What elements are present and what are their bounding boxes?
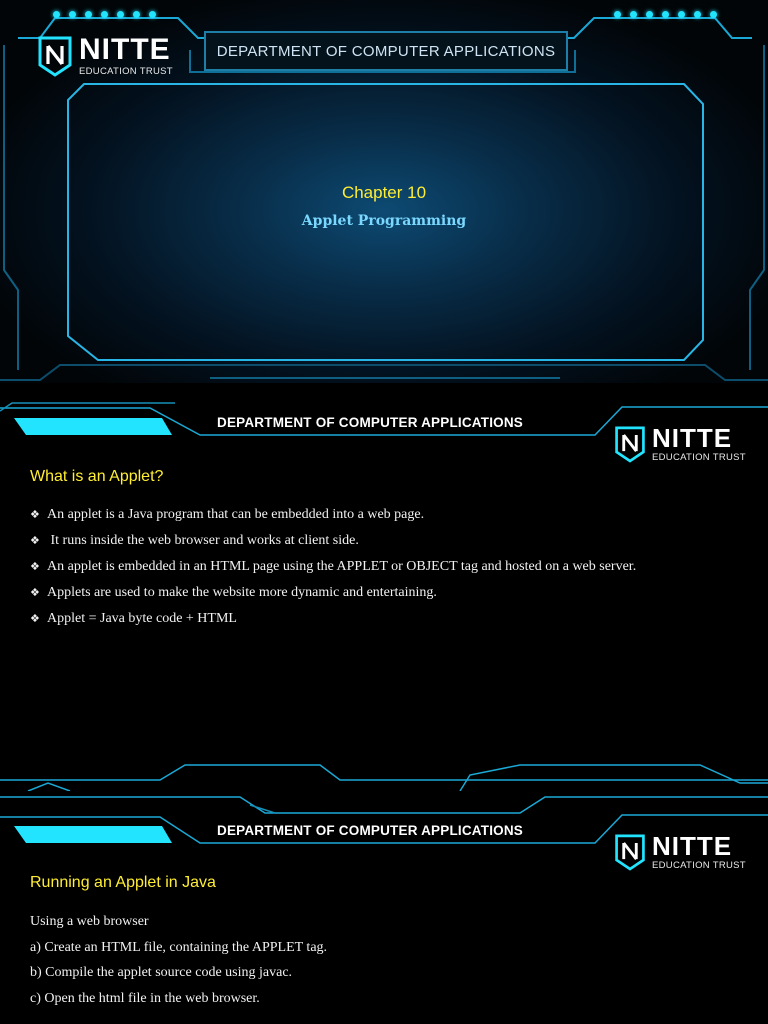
chapter-number: Chapter 10 (341, 183, 427, 202)
logo-name: NITTE (652, 831, 733, 861)
decorative-dots-left (53, 11, 156, 18)
list-item (30, 502, 728, 528)
department-banner: DEPARTMENT OF COMPUTER APPLICATIONS (217, 823, 523, 838)
title-slide (0, 0, 768, 383)
steps-list (30, 909, 728, 1011)
logo-subtitle: EDUCATION TRUST (652, 452, 746, 463)
bullet-text: Applets are used to make the website more dynamic and entertaining. (47, 585, 437, 600)
nitte-emblem-icon (613, 425, 647, 463)
diamond-bullet-icon: ❖ (30, 586, 40, 599)
bullet-text: Applet = Java byte code + HTML (47, 611, 237, 626)
bullet-text: An applet is a Java program that can be embedded into a web page. (47, 507, 425, 522)
logo-subtitle: EDUCATION TRUST (79, 66, 173, 77)
bullet-list (30, 502, 728, 632)
list-item: c) Open the html file in the web browser. (30, 990, 260, 1006)
logo-name: NITTE (79, 33, 171, 66)
nitte-emblem-icon (36, 35, 74, 77)
nitte-logo (36, 35, 173, 77)
logo-subtitle: EDUCATION TRUST (652, 860, 746, 871)
nitte-emblem-icon (613, 833, 647, 871)
list-item (30, 580, 728, 606)
diamond-bullet-icon: ❖ (30, 560, 40, 573)
bullet-text: It runs inside the web browser and works at client side. (47, 533, 359, 548)
decorative-dots-right (614, 11, 717, 18)
list-item: a) Create an HTML file, containing the APPLET tag. (30, 939, 328, 955)
department-banner: DEPARTMENT OF COMPUTER APPLICATIONS (217, 415, 523, 430)
diamond-bullet-icon: ❖ (30, 508, 40, 521)
bullet-text: An applet is embedded in an HTML page using the APPLET or OBJECT tag and hosted on a web server. (47, 559, 637, 574)
diamond-bullet-icon: ❖ (30, 612, 40, 625)
slide-heading: Running an Applet in Java (30, 874, 216, 891)
logo-name: NITTE (652, 423, 733, 453)
list-item (30, 554, 728, 580)
content-slide-what-is-applet (0, 383, 768, 791)
footer-decoration (0, 763, 768, 791)
list-item: b) Compile the applet source code using javac. (30, 965, 293, 980)
diamond-bullet-icon: ❖ (30, 534, 40, 547)
nitte-logo (613, 833, 746, 871)
list-item: Using a web browser (30, 914, 149, 929)
chapter-title: Applet Programming (301, 213, 467, 229)
list-item (30, 606, 728, 632)
department-banner: DEPARTMENT OF COMPUTER APPLICATIONS (204, 31, 568, 71)
list-item (30, 528, 728, 554)
nitte-logo (613, 425, 746, 463)
content-slide-running-applet (0, 791, 768, 1024)
slide-heading: What is an Applet? (30, 468, 164, 485)
